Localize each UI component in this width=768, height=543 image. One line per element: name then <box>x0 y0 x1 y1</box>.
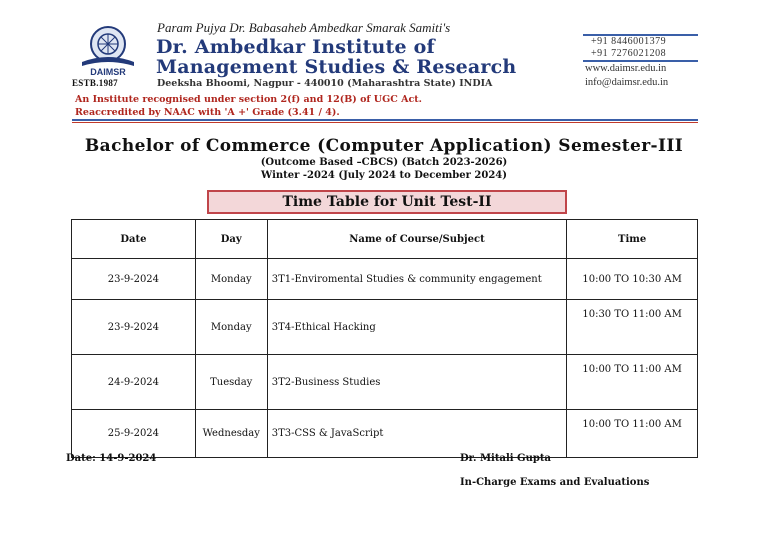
cell-day: Monday <box>195 259 267 300</box>
phone-1: +91 8446001379 <box>591 36 667 47</box>
cell-date: 23-9-2024 <box>72 300 196 355</box>
timetable <box>71 219 698 458</box>
samiti-line: Param Pujya Dr. Babasaheb Ambedkar Smarak Samiti's <box>157 20 451 35</box>
institute-name-line2: Management Studies & Research <box>156 56 517 78</box>
signatory-name: Dr. Mitali Gupta <box>460 453 551 464</box>
cell-time: 10:00 TO 11:00 AM <box>567 355 698 410</box>
contact-box <box>583 34 698 90</box>
table-row <box>72 410 698 458</box>
institute-address: Deeksha Bhoomi, Nagpur - 440010 (Maharashtra State) INDIA <box>157 78 493 89</box>
naac-accreditation: Reaccredited by NAAC with 'A +' Grade (3.41 / 4). <box>75 107 340 118</box>
cell-subject: 3T4-Ethical Hacking <box>267 300 566 355</box>
website-link[interactable]: www.daimsr.edu.in <box>585 63 667 74</box>
header-subject: Name of Course/Subject <box>267 220 566 259</box>
ugc-recognition: An Institute recognised under section 2(f) and 12(B) of UGC Act. <box>75 94 422 105</box>
cell-date: 24-9-2024 <box>72 355 196 410</box>
logo-emblem-icon <box>72 22 144 78</box>
cell-subject: 3T2-Business Studies <box>267 355 566 410</box>
timetable-heading: Time Table for Unit Test-II <box>282 194 492 210</box>
document-title: Bachelor of Commerce (Computer Application) Semester-III <box>84 136 684 156</box>
table-row <box>72 355 698 410</box>
cell-day: Tuesday <box>195 355 267 410</box>
email-link[interactable]: info@daimsr.edu.in <box>585 77 669 88</box>
cell-date: 25-9-2024 <box>72 410 196 458</box>
cell-day: Monday <box>195 300 267 355</box>
cell-day: Wednesday <box>195 410 267 458</box>
cell-subject: 3T3-CSS & JavaScript <box>267 410 566 458</box>
table-header-row <box>72 220 698 259</box>
institute-name-line1: Dr. Ambedkar Institute of <box>156 36 435 58</box>
issue-date: Date: 14-9-2024 <box>66 453 157 464</box>
cell-time: 10:00 TO 10:30 AM <box>567 259 698 300</box>
table-row <box>72 259 698 300</box>
header-divider-red <box>72 122 698 123</box>
established-year: ESTB.1987 <box>72 78 118 88</box>
cell-subject: 3T1-Enviromental Studies & community engagement <box>267 259 566 300</box>
document-subtitle-batch: (Outcome Based –CBCS) (Batch 2023-2026) <box>260 157 508 168</box>
document-subtitle-term: Winter -2024 (July 2024 to December 2024) <box>261 170 507 181</box>
phone-2: +91 7276021208 <box>591 48 667 59</box>
institute-logo <box>72 22 144 90</box>
logo-text: DAIMSR <box>90 67 126 77</box>
timetable-heading-box <box>207 190 567 214</box>
header-time: Time <box>567 220 698 259</box>
header-divider-blue <box>72 119 698 121</box>
cell-time: 10:30 TO 11:00 AM <box>567 300 698 355</box>
signatory-role: In-Charge Exams and Evaluations <box>460 477 650 488</box>
table-row <box>72 300 698 355</box>
header-day: Day <box>195 220 267 259</box>
cell-time: 10:00 TO 11:00 AM <box>567 410 698 458</box>
header-date: Date <box>72 220 196 259</box>
cell-date: 23-9-2024 <box>72 259 196 300</box>
